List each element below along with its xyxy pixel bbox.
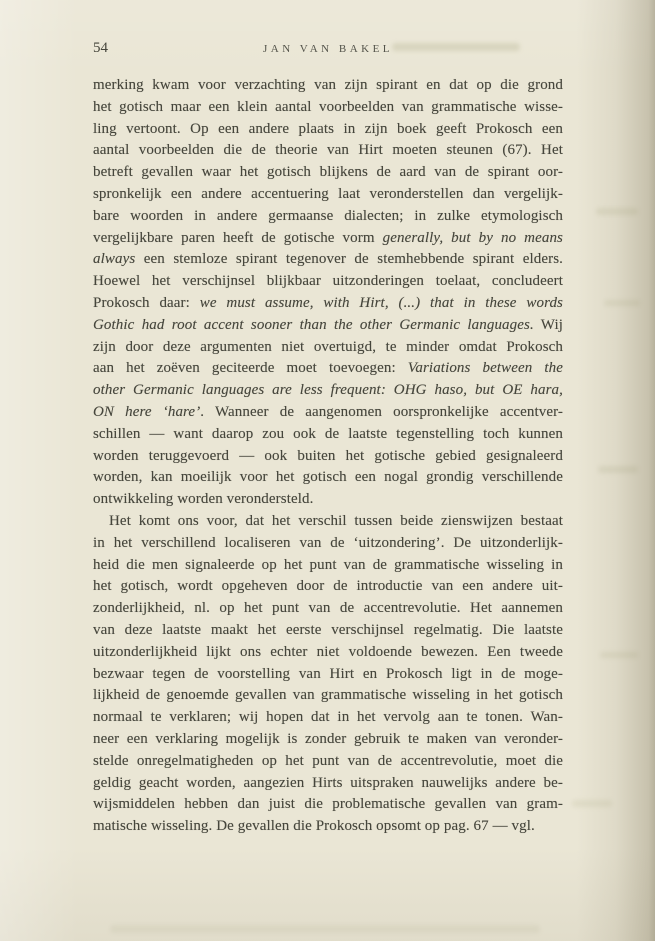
text-line (93, 446, 563, 468)
text-line (93, 337, 563, 359)
text-line (93, 664, 563, 686)
text-line (93, 271, 563, 293)
text-line (93, 751, 563, 773)
ink-bleed-artifact (604, 300, 640, 306)
text-line (93, 97, 563, 119)
text-line (93, 140, 563, 162)
text-line (93, 380, 563, 402)
text-run: worden, kan moeilijk voor het gotisch een nogal grondig verschillende (93, 469, 563, 486)
text-line (93, 228, 563, 250)
text-run: lijkheid de genoemde gevallen van grammatische wisseling in het gotisch (93, 687, 563, 704)
text-run: geldig geacht worden, aangezien Hirts uitspraken nauwelijks andere be- (93, 774, 563, 791)
text-line (93, 489, 563, 511)
text-run: spronkelijk een andere accentuering laat veronderstellen dan vergelijk- (93, 185, 563, 202)
text-run: other Germanic languages are less frequent: OHG haso, but OE hara, (93, 382, 563, 399)
text-line (93, 249, 563, 271)
ink-bleed-artifact (572, 800, 612, 807)
text-run: always (93, 251, 136, 268)
text-line (93, 119, 563, 141)
text-run: Het komt ons voor, dat het verschil tussen beide zienswijzen bestaat (109, 512, 563, 529)
text-line (93, 315, 563, 337)
text-run: Hoewel het verschijnsel blijkbaar uitzonderingen toelaat, concludeert (93, 273, 563, 290)
text-line (93, 729, 563, 751)
running-head (93, 40, 563, 58)
text-line (93, 555, 563, 577)
text-line (93, 707, 563, 729)
text-run: ON here ‘hare’ (93, 403, 201, 420)
text-run: generally, but by no means (382, 229, 563, 246)
running-header-title: JAN VAN BAKEL (262, 43, 394, 55)
text-run: het gotisch maar een klein aantal voorbeelden van grammatische wisse- (93, 98, 563, 115)
ink-bleed-artifact (598, 466, 638, 473)
text-run: ontwikkeling worden verondersteld. (93, 491, 314, 508)
text-line (93, 642, 563, 664)
text-run: in het verschillend localiseren van de ‘uitzondering’. De uitzonderlijk- (93, 534, 563, 551)
text-run: bezwaar tegen de voorstelling van Hirt en Prokosch ligt in de moge- (93, 665, 563, 682)
text-run: Variations between the (407, 360, 563, 377)
ink-bleed-artifact (600, 652, 638, 658)
text-line (93, 598, 563, 620)
text-line (93, 206, 563, 228)
text-line (93, 816, 563, 838)
text-run: Gothic had root accent sooner than the other Germanic languages. (93, 316, 534, 333)
text-run: . Wanneer de aangenomen oorspronkelijke accentver- (200, 403, 564, 420)
text-run: schillen — want daarop zou ook de laatste tegenstelling toch kunnen (93, 425, 563, 442)
text-line (93, 794, 563, 816)
text-run: we must assume, with Hirt, (...) that in these words (199, 294, 563, 311)
ink-bleed-artifact (596, 208, 638, 215)
text-run: betreft gevallen waar het gotisch blijkens de aard van de spirant oor- (93, 164, 563, 181)
text-line (93, 424, 563, 446)
text-run: Prokosch daar: (93, 294, 200, 311)
text-line (93, 467, 563, 489)
text-run: matische wisseling. De gevallen die Prokosch opsomt op pag. 67 — vgl. (93, 818, 535, 835)
body-text (93, 75, 563, 838)
text-run: worden teruggevoerd — ook buiten het gotische gebied gesignaleerd (93, 447, 563, 464)
text-run: normaal te verklaren; wij hopen dat in het vervolg aan te tonen. Wan- (93, 709, 563, 726)
page-number: 54 (93, 40, 108, 56)
text-run: uitzonderlijkheid lijkt ons echter niet voldoende bewezen. Een tweede (93, 643, 563, 660)
text-run: zonderlijkheid, nl. op het punt van de accentrevolutie. Het aannemen (93, 600, 563, 617)
text-line (93, 162, 563, 184)
text-line (93, 293, 563, 315)
text-run: vergelijkbare paren heeft de gotische vorm (93, 229, 383, 246)
text-run: ling vertoont. Op een andere plaats in zijn boek geeft Prokosch een (93, 120, 563, 137)
text-line (93, 511, 563, 533)
text-line (93, 75, 563, 97)
text-run: heid die men signaleerde op het punt van de grammatische wisseling in (93, 556, 563, 573)
text-run: stelde onregelmatigheden op het punt van de accentrevolutie, moet die (93, 752, 563, 769)
text-run: het gotisch, wordt opgeheven door de introductie van een andere uit- (93, 578, 563, 595)
text-run: neer een verklaring mogelijk is zonder gebruik te maken van veronder- (93, 730, 563, 747)
text-line (93, 685, 563, 707)
text-line (93, 358, 563, 380)
text-line (93, 773, 563, 795)
text-run: wijsmiddelen hebben dan juist die problematische gevallen van gram- (93, 796, 563, 813)
text-line (93, 402, 563, 424)
ink-bleed-artifact (110, 925, 540, 933)
text-run: merking kwam voor verzachting van zijn spirant en dat op die grond (93, 77, 563, 93)
text-run: een stemloze spirant tegenover de stemhebbende spirant elders. (135, 251, 563, 268)
text-run: Wij (533, 316, 563, 333)
text-line (93, 620, 563, 642)
text-run: zijn door deze argumenten niet overtuigd, te minder omdat Prokosch (93, 338, 563, 355)
text-line (93, 184, 563, 206)
text-run: bare woorden in andere germaanse dialecten; in zulke etymologisch (93, 207, 563, 224)
text-run: van deze laatste maakt het eerste verschijnsel regelmatig. Die laatste (93, 621, 563, 638)
text-run: aantal voorbeelden die de theorie van Hirt moeten steunen (67). Het (93, 142, 563, 159)
text-run: aan het zoëven geciteerde moet toevoegen: (93, 360, 408, 377)
text-line (93, 576, 563, 598)
text-line (93, 533, 563, 555)
